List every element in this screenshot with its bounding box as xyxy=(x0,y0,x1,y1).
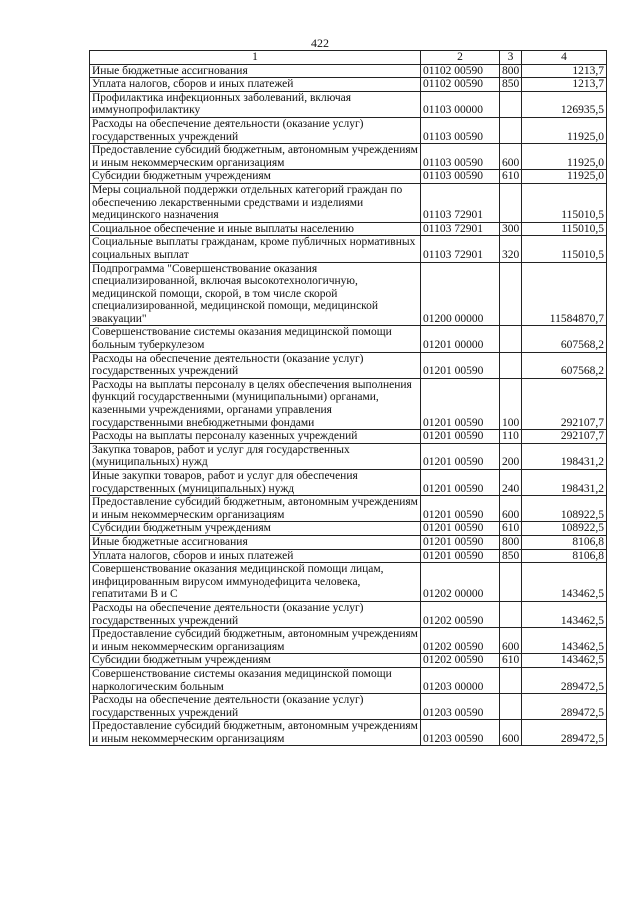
table-row xyxy=(90,378,607,429)
row-code: 01103 72901 xyxy=(421,183,500,222)
row-sum: 198431,2 xyxy=(522,470,607,496)
row-code: 01103 72901 xyxy=(421,236,500,262)
row-type: 320 xyxy=(500,236,522,262)
column-header-name: 1 xyxy=(90,51,421,65)
row-sum: 126935,5 xyxy=(522,91,607,117)
row-type: 610 xyxy=(500,654,522,668)
row-code: 01103 00590 xyxy=(421,144,500,170)
row-type: 110 xyxy=(500,430,522,444)
row-code: 01201 00590 xyxy=(421,470,500,496)
table-row xyxy=(90,549,607,563)
table-row xyxy=(90,222,607,236)
row-sum: 1213,7 xyxy=(522,78,607,92)
row-name: Предоставление субсидий бюджетным, автономным учреждениям и иным некоммерческим организациям xyxy=(90,720,421,746)
row-sum: 143462,5 xyxy=(522,601,607,627)
row-name: Социальное обеспечение и иные выплаты населению xyxy=(90,222,421,236)
table-row xyxy=(90,522,607,536)
row-code: 01201 00590 xyxy=(421,535,500,549)
table-row xyxy=(90,628,607,654)
row-type xyxy=(500,352,522,378)
table-row xyxy=(90,262,607,326)
row-name: Расходы на выплаты персоналу в целях обеспечения выполнения функций государственными (муниципальными) органами, казенными учреждениями, органами управления государственными внебюджетными фондами xyxy=(90,378,421,429)
row-code: 01201 00590 xyxy=(421,549,500,563)
row-type: 850 xyxy=(500,78,522,92)
row-type: 610 xyxy=(500,170,522,184)
row-sum: 289472,5 xyxy=(522,694,607,720)
row-name: Предоставление субсидий бюджетным, автономным учреждениям и иным некоммерческим организациям xyxy=(90,496,421,522)
row-code: 01201 00590 xyxy=(421,430,500,444)
row-code: 01203 00590 xyxy=(421,694,500,720)
row-type: 100 xyxy=(500,378,522,429)
row-type xyxy=(500,91,522,117)
row-code: 01103 00590 xyxy=(421,170,500,184)
row-type: 240 xyxy=(500,470,522,496)
table-row xyxy=(90,91,607,117)
table-row xyxy=(90,183,607,222)
table-row xyxy=(90,443,607,469)
table-row xyxy=(90,667,607,693)
row-sum: 115010,5 xyxy=(522,222,607,236)
row-name: Социальные выплаты гражданам, кроме публичных нормативных социальных выплат xyxy=(90,236,421,262)
row-name: Субсидии бюджетным учреждениям xyxy=(90,522,421,536)
row-name: Предоставление субсидий бюджетным, автономным учреждениям и иным некоммерческим организациям xyxy=(90,144,421,170)
table-row xyxy=(90,430,607,444)
row-sum: 11584870,7 xyxy=(522,262,607,326)
row-name: Совершенствование оказания медицинской помощи лицам, инфицированным вирусом иммунодефицита человека, гепатитами В и С xyxy=(90,563,421,602)
row-type: 300 xyxy=(500,222,522,236)
row-name: Расходы на обеспечение деятельности (оказание услуг) государственных учреждений xyxy=(90,601,421,627)
table-row xyxy=(90,496,607,522)
row-sum: 1213,7 xyxy=(522,64,607,78)
column-header-sum: 4 xyxy=(522,51,607,65)
row-type: 800 xyxy=(500,64,522,78)
row-sum: 8106,8 xyxy=(522,535,607,549)
row-type xyxy=(500,183,522,222)
row-code: 01201 00590 xyxy=(421,352,500,378)
row-code: 01202 00590 xyxy=(421,654,500,668)
row-name: Иные бюджетные ассигнования xyxy=(90,64,421,78)
row-name: Подпрограмма "Совершенствование оказания специализированной, включая высокотехнологичную, медицинской помощи, скорой, в том числе скорой специализированной, медицинской помощи, медицинской эвакуации" xyxy=(90,262,421,326)
table-row xyxy=(90,144,607,170)
row-type xyxy=(500,694,522,720)
row-sum: 607568,2 xyxy=(522,326,607,352)
row-name: Иные бюджетные ассигнования xyxy=(90,535,421,549)
row-name: Уплата налогов, сборов и иных платежей xyxy=(90,549,421,563)
row-code: 01203 00000 xyxy=(421,667,500,693)
page-number: 422 xyxy=(311,36,329,50)
table-row xyxy=(90,470,607,496)
table-row xyxy=(90,654,607,668)
row-code: 01201 00590 xyxy=(421,522,500,536)
row-sum: 108922,5 xyxy=(522,522,607,536)
row-code: 01103 00000 xyxy=(421,91,500,117)
row-sum: 143462,5 xyxy=(522,654,607,668)
row-type xyxy=(500,601,522,627)
row-type: 610 xyxy=(500,522,522,536)
table-row xyxy=(90,78,607,92)
row-sum: 115010,5 xyxy=(522,183,607,222)
row-code: 01201 00000 xyxy=(421,326,500,352)
row-type xyxy=(500,262,522,326)
row-type: 200 xyxy=(500,443,522,469)
row-sum: 11925,0 xyxy=(522,144,607,170)
row-name: Расходы на обеспечение деятельности (оказание услуг) государственных учреждений xyxy=(90,352,421,378)
row-name: Иные закупки товаров, работ и услуг для обеспечения государственных (муниципальных) нужд xyxy=(90,470,421,496)
table-header-row xyxy=(90,51,607,65)
row-code: 01102 00590 xyxy=(421,64,500,78)
row-sum: 292107,7 xyxy=(522,378,607,429)
row-name: Меры социальной поддержки отдельных категорий граждан по обеспечению лекарственными средствами и изделиями медицинского назначения xyxy=(90,183,421,222)
row-type xyxy=(500,563,522,602)
row-name: Расходы на выплаты персоналу казенных учреждений xyxy=(90,430,421,444)
row-code: 01102 00590 xyxy=(421,78,500,92)
row-code: 01201 00590 xyxy=(421,496,500,522)
row-sum: 289472,5 xyxy=(522,667,607,693)
row-code: 01202 00590 xyxy=(421,601,500,627)
row-code: 01201 00590 xyxy=(421,378,500,429)
row-name: Расходы на обеспечение деятельности (оказание услуг) государственных учреждений xyxy=(90,117,421,143)
row-name: Профилактика инфекционных заболеваний, включая иммунопрофилактику xyxy=(90,91,421,117)
table-row xyxy=(90,563,607,602)
row-sum: 11925,0 xyxy=(522,170,607,184)
column-header-type: 3 xyxy=(500,51,522,65)
row-name: Уплата налогов, сборов и иных платежей xyxy=(90,78,421,92)
row-type: 600 xyxy=(500,496,522,522)
row-type: 600 xyxy=(500,628,522,654)
table-row xyxy=(90,326,607,352)
row-code: 01200 00000 xyxy=(421,262,500,326)
budget-table xyxy=(89,50,607,746)
row-type: 600 xyxy=(500,720,522,746)
row-name: Совершенствование системы оказания медицинской помощи наркологическим больным xyxy=(90,667,421,693)
row-type: 850 xyxy=(500,549,522,563)
row-name: Субсидии бюджетным учреждениям xyxy=(90,654,421,668)
table-row xyxy=(90,117,607,143)
row-name: Предоставление субсидий бюджетным, автономным учреждениям и иным некоммерческим организациям xyxy=(90,628,421,654)
row-sum: 198431,2 xyxy=(522,443,607,469)
table-row xyxy=(90,601,607,627)
table-row xyxy=(90,352,607,378)
table-row xyxy=(90,64,607,78)
row-sum: 115010,5 xyxy=(522,236,607,262)
row-sum: 607568,2 xyxy=(522,352,607,378)
row-sum: 11925,0 xyxy=(522,117,607,143)
table-row xyxy=(90,535,607,549)
row-sum: 289472,5 xyxy=(522,720,607,746)
table-row xyxy=(90,694,607,720)
row-code: 01203 00590 xyxy=(421,720,500,746)
row-type: 600 xyxy=(500,144,522,170)
table-row xyxy=(90,720,607,746)
row-sum: 143462,5 xyxy=(522,563,607,602)
row-code: 01103 00590 xyxy=(421,117,500,143)
table-row xyxy=(90,170,607,184)
row-code: 01202 00000 xyxy=(421,563,500,602)
row-type xyxy=(500,326,522,352)
table-row xyxy=(90,236,607,262)
row-sum: 8106,8 xyxy=(522,549,607,563)
row-name: Расходы на обеспечение деятельности (оказание услуг) государственных учреждений xyxy=(90,694,421,720)
row-name: Совершенствование системы оказания медицинской помощи больным туберкулезом xyxy=(90,326,421,352)
row-code: 01201 00590 xyxy=(421,443,500,469)
row-type: 800 xyxy=(500,535,522,549)
row-sum: 292107,7 xyxy=(522,430,607,444)
row-name: Субсидии бюджетным учреждениям xyxy=(90,170,421,184)
row-sum: 108922,5 xyxy=(522,496,607,522)
row-type xyxy=(500,117,522,143)
row-name: Закупка товаров, работ и услуг для государственных (муниципальных) нужд xyxy=(90,443,421,469)
row-sum: 143462,5 xyxy=(522,628,607,654)
row-type xyxy=(500,667,522,693)
row-code: 01103 72901 xyxy=(421,222,500,236)
row-code: 01202 00590 xyxy=(421,628,500,654)
column-header-code: 2 xyxy=(421,51,500,65)
